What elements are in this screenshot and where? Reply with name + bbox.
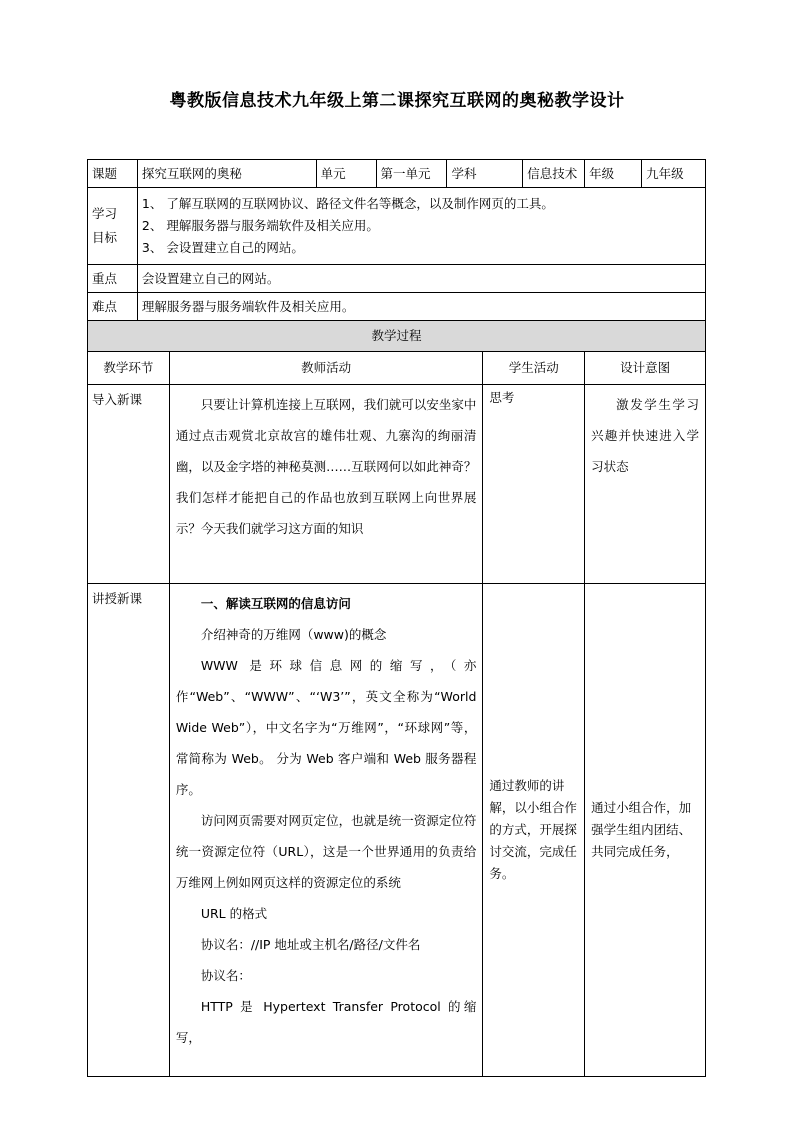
intro-intent-text: 激发学生学习兴趣并快速进入学习状态 <box>591 397 699 474</box>
lecture-para: 协议名：//IP 地址或主机名/路径/文件名 <box>200 937 421 952</box>
info-row <box>88 160 706 188</box>
lesson-plan-table <box>87 159 706 1077</box>
goal-item: 2、 理解服务器与服务端软件及相关应用。 <box>141 218 379 233</box>
unit-value: 第一单元 <box>376 160 447 188</box>
grade-label: 年级 <box>585 160 642 188</box>
goals-row <box>88 188 706 265</box>
lecture-heading: 一、解读互联网的信息访问 <box>200 596 351 611</box>
goal-item: 1、 了解互联网的互联网协议、路径文件名等概念，以及制作网页的工具。 <box>141 196 554 211</box>
intro-intent-cell <box>585 385 706 584</box>
lecture-para: 访问网页需要对网页定位，也就是统一资源定位符统一资源定位符（URL），这是一个世界通用的负责给万维网上例如网页这样的资源定位的系统 <box>175 813 477 890</box>
topic-label: 课题 <box>88 160 138 188</box>
col-stage: 教学环节 <box>88 352 170 385</box>
document-title: 粤教版信息技术九年级上第二课探究互联网的奥秘教学设计 <box>169 91 625 111</box>
lecture-para: URL 的格式 <box>200 906 268 921</box>
goals-list <box>137 188 705 265</box>
col-student: 学生活动 <box>483 352 585 385</box>
lecture-row <box>88 584 706 1077</box>
lecture-para: WWW 是环球信息网的缩写，（亦作“Web”、“WWW”、“‘W3’”，英文全称为“World Wide Web”），中文名字为“万维网”，“环球网”等，常简称为 Web。 分为 Web 客户端和 Web 服务器程序。 <box>175 658 477 797</box>
difficulty-text: 理解服务器与服务端软件及相关应用。 <box>137 293 705 321</box>
topic-value: 探究互联网的奥秘 <box>137 160 316 188</box>
intro-student: 思考 <box>483 385 585 584</box>
key-point-row <box>88 265 706 293</box>
difficulty-label: 难点 <box>88 293 138 321</box>
intro-stage: 导入新课 <box>88 385 170 584</box>
lecture-intent: 通过小组合作，加强学生组内团结、共同完成任务， <box>585 584 706 1077</box>
unit-label: 单元 <box>316 160 376 188</box>
goals-label-line1: 学习 <box>92 206 118 221</box>
intro-teacher-cell <box>169 385 483 584</box>
key-point-label: 重点 <box>88 265 138 293</box>
goals-label-line2: 目标 <box>92 230 118 245</box>
subject-value: 信息技术 <box>523 160 585 188</box>
subject-label: 学科 <box>447 160 523 188</box>
intro-row <box>88 385 706 584</box>
lecture-para: HTTP 是 Hypertext Transfer Protocol 的缩写， <box>175 999 477 1045</box>
lecture-teacher-cell <box>169 584 483 1077</box>
process-header: 教学过程 <box>88 321 706 352</box>
lecture-student: 通过教师的讲解，以小组合作的方式，开展探讨交流，完成任务。 <box>483 584 585 1077</box>
col-intent: 设计意图 <box>585 352 706 385</box>
lecture-para: 介绍神奇的万维网（www)的概念 <box>200 627 387 642</box>
lecture-stage: 讲授新课 <box>88 584 170 1077</box>
goals-label <box>88 188 138 265</box>
key-point-text: 会设置建立自己的网站。 <box>137 265 705 293</box>
col-teacher: 教师活动 <box>169 352 483 385</box>
grade-value: 九年级 <box>642 160 706 188</box>
intro-teacher-text: 只要让计算机连接上互联网，我们就可以安坐家中通过点击观赏北京故宫的雄伟壮观、九寨沟的绚丽清幽，以及金字塔的神秘莫测……互联网何以如此神奇？我们怎样才能把自己的作品也放到互联网上向世界展示？今天我们就学习这方面的知识 <box>175 397 477 536</box>
difficulty-row <box>88 293 706 321</box>
goal-item: 3、 会设置建立自己的网站。 <box>141 240 304 255</box>
column-header-row <box>88 352 706 385</box>
lecture-para: 协议名： <box>200 968 251 983</box>
process-header-row <box>88 321 706 352</box>
